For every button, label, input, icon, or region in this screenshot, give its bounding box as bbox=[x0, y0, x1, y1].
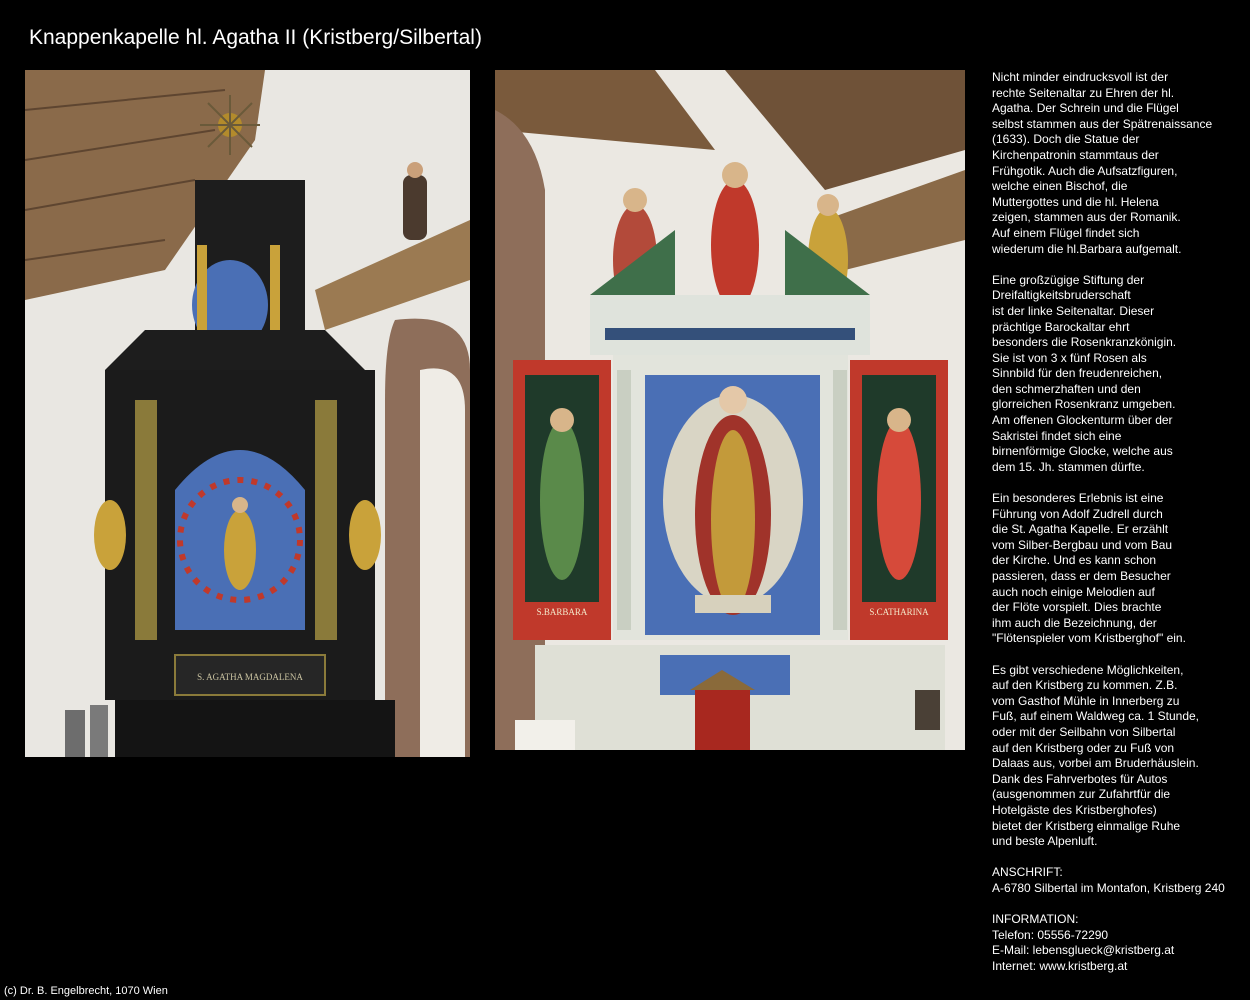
text-line: oder mit der Seilbahn von Silbertal bbox=[992, 724, 1176, 739]
text-line: Nicht minder eindrucksvoll ist der bbox=[992, 70, 1169, 84]
text-line: rechte Seitenaltar zu Ehren der hl. bbox=[992, 85, 1175, 100]
description-column bbox=[992, 70, 1242, 990]
paragraph-agatha-altar bbox=[992, 70, 1242, 257]
text-line: Dreifaltigkeitsbruderschaft bbox=[992, 288, 1131, 303]
text-line: passieren, dass er dem Besucher bbox=[992, 569, 1171, 583]
internet-text: Internet: www.kristberg.at bbox=[992, 958, 1128, 973]
email-text: E-Mail: lebensglueck@kristberg.at bbox=[992, 943, 1175, 958]
text-line: zeigen, stammen aus der Romanik. bbox=[992, 210, 1181, 225]
paragraph-directions bbox=[992, 663, 1242, 850]
paragraph-guided-tour bbox=[992, 491, 1242, 647]
text-line: wiederum die hl.Barbara aufgemalt. bbox=[992, 241, 1182, 256]
text-line: Sie ist von 3 x fünf Rosen als bbox=[992, 350, 1147, 365]
address-text: A-6780 Silbertal im Montafon, Kristberg 240 bbox=[992, 880, 1225, 895]
text-line: Kirchenpatronin stammtaus der bbox=[992, 147, 1159, 162]
text-line: Am offenen Glockenturm über der bbox=[992, 413, 1173, 428]
right-altar-illustration bbox=[495, 70, 965, 750]
text-line: dem 15. Jh. stammen dürfte. bbox=[992, 459, 1145, 474]
text-line: die St. Agatha Kapelle. Er erzählt bbox=[992, 522, 1169, 537]
text-line: Es gibt verschiedene Möglichkeiten, bbox=[992, 662, 1184, 677]
text-line: "Flötenspieler vom Kristberghof" ein. bbox=[992, 631, 1186, 646]
text-line: selbst stammen aus der Spätrenaissance bbox=[992, 116, 1213, 131]
page-title: Knappenkapelle hl. Agatha II (Kristberg/Silbertal) bbox=[29, 26, 482, 49]
text-line: ihm auch die Bezeichnung, der bbox=[992, 615, 1157, 630]
left-altar-illustration bbox=[25, 70, 470, 757]
text-line: auf den Kristberg oder zu Fuß von bbox=[992, 740, 1175, 755]
text-line: Hotelgäste des Kristberghofes) bbox=[992, 802, 1157, 817]
information-block bbox=[992, 912, 1242, 974]
text-line: Muttergottes und die hl. Helena bbox=[992, 194, 1159, 209]
text-line: den schmerzhaften und den bbox=[992, 381, 1141, 396]
phone-text: Telefon: 05556-72290 bbox=[992, 927, 1109, 942]
text-line: vom Gasthof Mühle in Innerberg zu bbox=[992, 693, 1180, 708]
text-line: auch noch einige Melodien auf bbox=[992, 584, 1155, 599]
text-line: Auf einem Flügel findet sich bbox=[992, 225, 1140, 240]
text-line: Fuß, auf einem Waldweg ca. 1 Stunde, bbox=[992, 709, 1199, 724]
information-label: INFORMATION: bbox=[992, 912, 1079, 927]
text-line: Führung von Adolf Zudrell durch bbox=[992, 506, 1163, 521]
right-wing-label: S.CATHARINA bbox=[869, 607, 929, 617]
text-line: Dalaas aus, vorbei am Bruderhäuslein. bbox=[992, 756, 1199, 771]
text-line: ist der linke Seitenaltar. Dieser bbox=[992, 303, 1155, 318]
photo-right-agatha-altar bbox=[495, 70, 965, 750]
left-altar-inscription: S. AGATHA MAGDALENA bbox=[197, 672, 303, 682]
text-line: Sakristei findet sich eine bbox=[992, 428, 1122, 443]
text-line: welche einen Bischof, die bbox=[992, 179, 1128, 194]
text-line: (ausgenommen zur Zufahrtfür die bbox=[992, 787, 1171, 802]
text-line: Ein besonderes Erlebnis ist eine bbox=[992, 491, 1164, 506]
paragraph-baroque-altar bbox=[992, 273, 1242, 476]
text-line: Frühgotik. Auch die Aufsatzfiguren, bbox=[992, 163, 1178, 178]
text-line: und beste Alpenluft. bbox=[992, 834, 1098, 849]
photo-left-baroque-altar bbox=[25, 70, 470, 757]
text-line: Sinnbild für den freudenreichen, bbox=[992, 366, 1163, 381]
text-line: bietet der Kristberg einmalige Ruhe bbox=[992, 818, 1181, 833]
text-line: Eine großzügige Stiftung der bbox=[992, 272, 1145, 287]
text-line: auf den Kristberg zu kommen. Z.B. bbox=[992, 678, 1178, 693]
text-line: der Flöte vorspielt. Dies brachte bbox=[992, 600, 1162, 615]
text-line: Dank des Fahrverbotes für Autos bbox=[992, 771, 1168, 786]
text-line: birnenförmige Glocke, welche aus bbox=[992, 444, 1173, 459]
text-line: (1633). Doch die Statue der bbox=[992, 132, 1140, 147]
text-line: glorreichen Rosenkranz umgeben. bbox=[992, 397, 1176, 412]
text-line: Agatha. Der Schrein und die Flügel bbox=[992, 101, 1179, 116]
left-wing-label: S.BARBARA bbox=[536, 607, 588, 617]
address-block bbox=[992, 865, 1242, 896]
text-line: besonders die Rosenkranzkönigin. bbox=[992, 335, 1177, 350]
copyright-notice: (c) Dr. B. Engelbrecht, 1070 Wien bbox=[4, 985, 168, 997]
text-line: prächtige Barockaltar ehrt bbox=[992, 319, 1130, 334]
address-label: ANSCHRIFT: bbox=[992, 865, 1063, 880]
text-line: der Kirche. Und es kann schon bbox=[992, 553, 1157, 568]
text-line: vom Silber-Bergbau und vom Bau bbox=[992, 537, 1173, 552]
